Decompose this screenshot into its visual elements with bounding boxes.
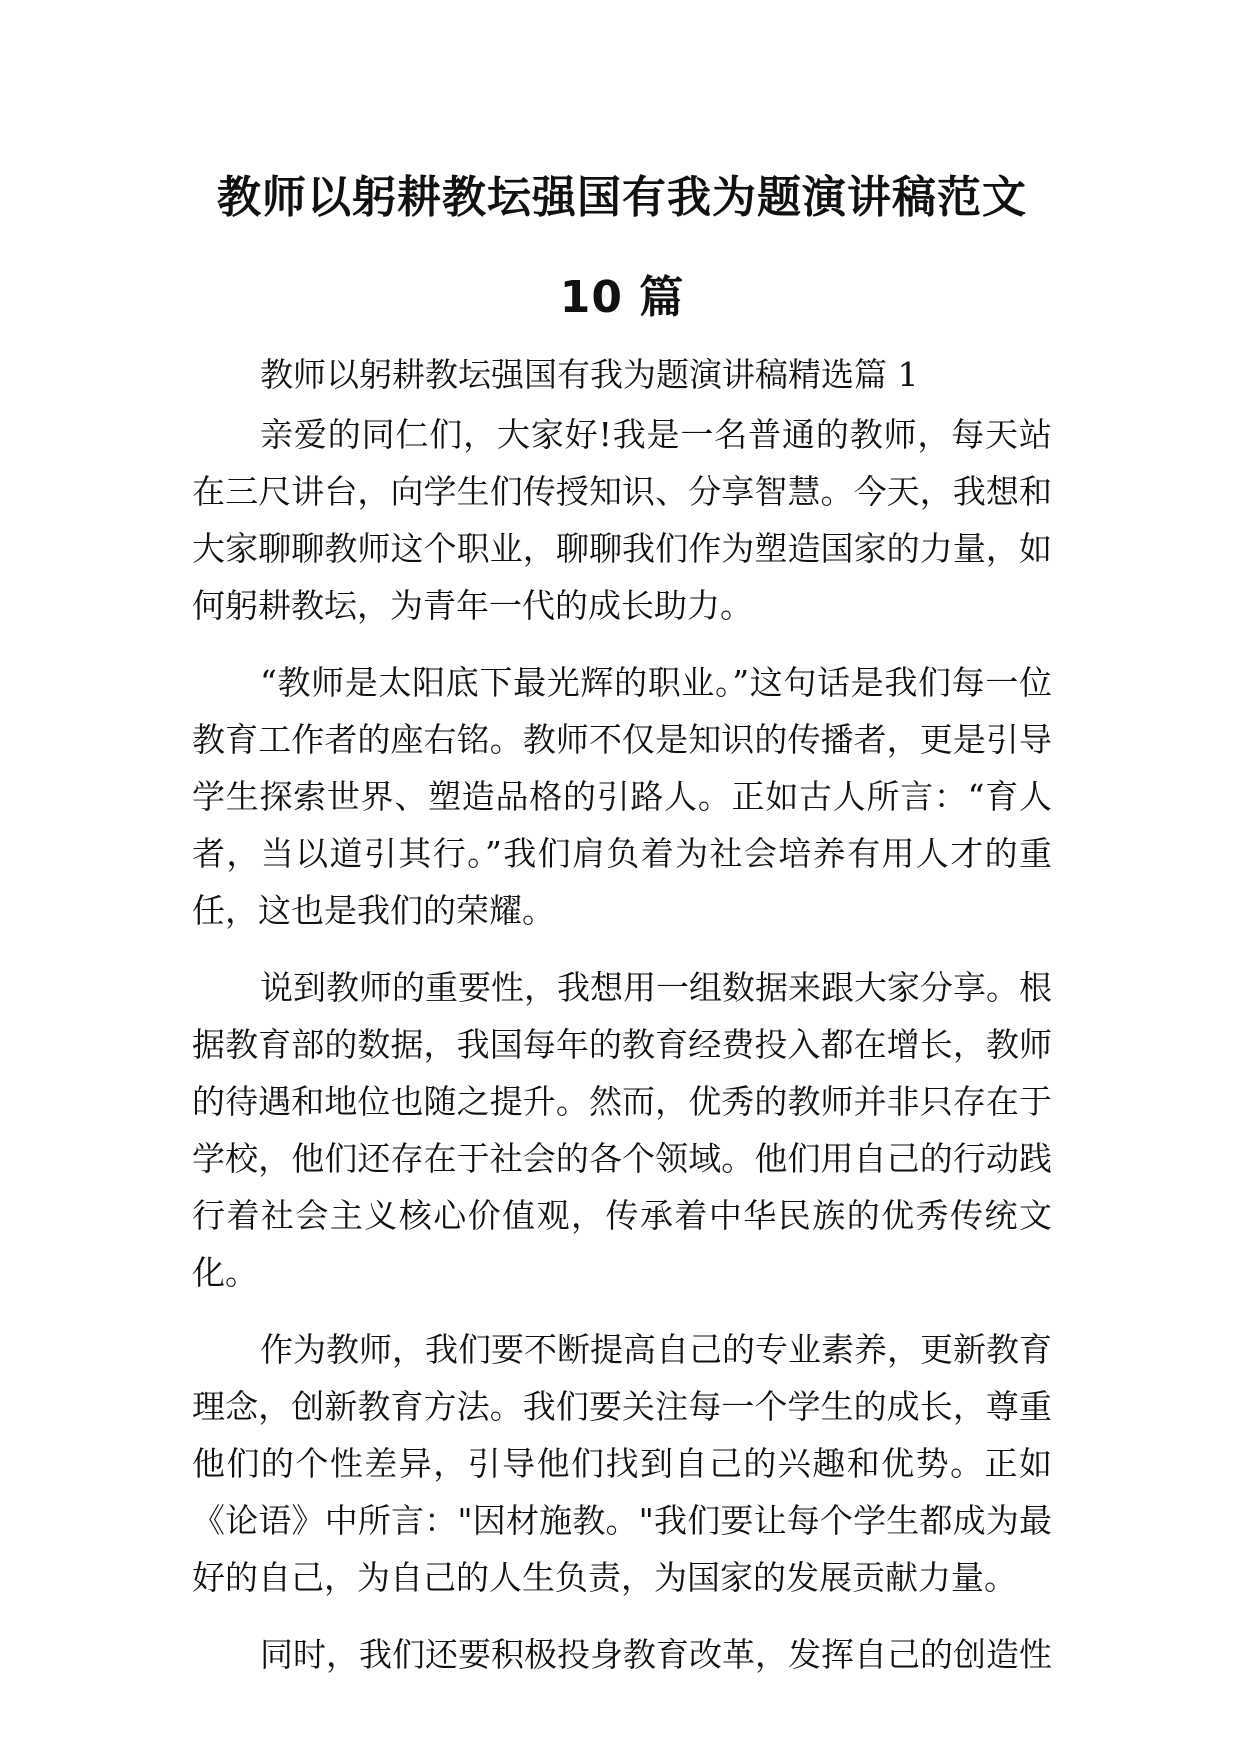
paragraph-1: 亲爱的同仁们，大家好!我是一名普通的教师，每天站在三尺讲台，向学生们传授知识、分享智慧。今天，我想和大家聊聊教师这个职业，聊聊我们作为塑造国家的力量，如何躬耕教坛，为青年一代的成长助力。 — [192, 415, 1052, 625]
paragraph-5: 同时，我们还要积极投身教育改革，发挥自己的创造性 — [260, 1635, 1052, 1674]
section-heading: 教师以躬耕教坛强国有我为题演讲稿精选篇 1 — [260, 355, 919, 394]
title-line-2: 10 篇 — [559, 272, 685, 323]
paragraph-4: 作为教师，我们要不断提高自己的专业素养，更新教育理念，创新教育方法。我们要关注每一个学生的成长，尊重他们的个性差异，引导他们找到自己的兴趣和优势。正如《论语》中所言："因材施教。"我们要让每个学生都成为最好的自己，为自己的人生负责，为国家的发展贡献力量。 — [192, 1330, 1052, 1597]
document-page — [192, 148, 1052, 1703]
document-title — [192, 148, 1052, 348]
paragraph-3: 说到教师的重要性，我想用一组数据来跟大家分享。根据教育部的数据，我国每年的教育经费投入都在增长，教师的待遇和地位也随之提升。然而，优秀的教师并非只存在于学校，他们还存在于社会的各个领域。他们用自己的行动践行着社会主义核心价值观，传承着中华民族的优秀传统文化。 — [192, 968, 1052, 1292]
paragraph-2: “教师是太阳底下最光辉的职业。”这句话是我们每一位教育工作者的座右铭。教师不仅是知识的传播者，更是引导学生探索世界、塑造品格的引路人。正如古人所言：“育人者，当以道引其行。”我们肩负着为社会培养有用人才的重任，这也是我们的荣耀。 — [192, 663, 1052, 930]
title-line-1: 教师以躬耕教坛强国有我为题演讲稿范文 — [217, 172, 1027, 223]
